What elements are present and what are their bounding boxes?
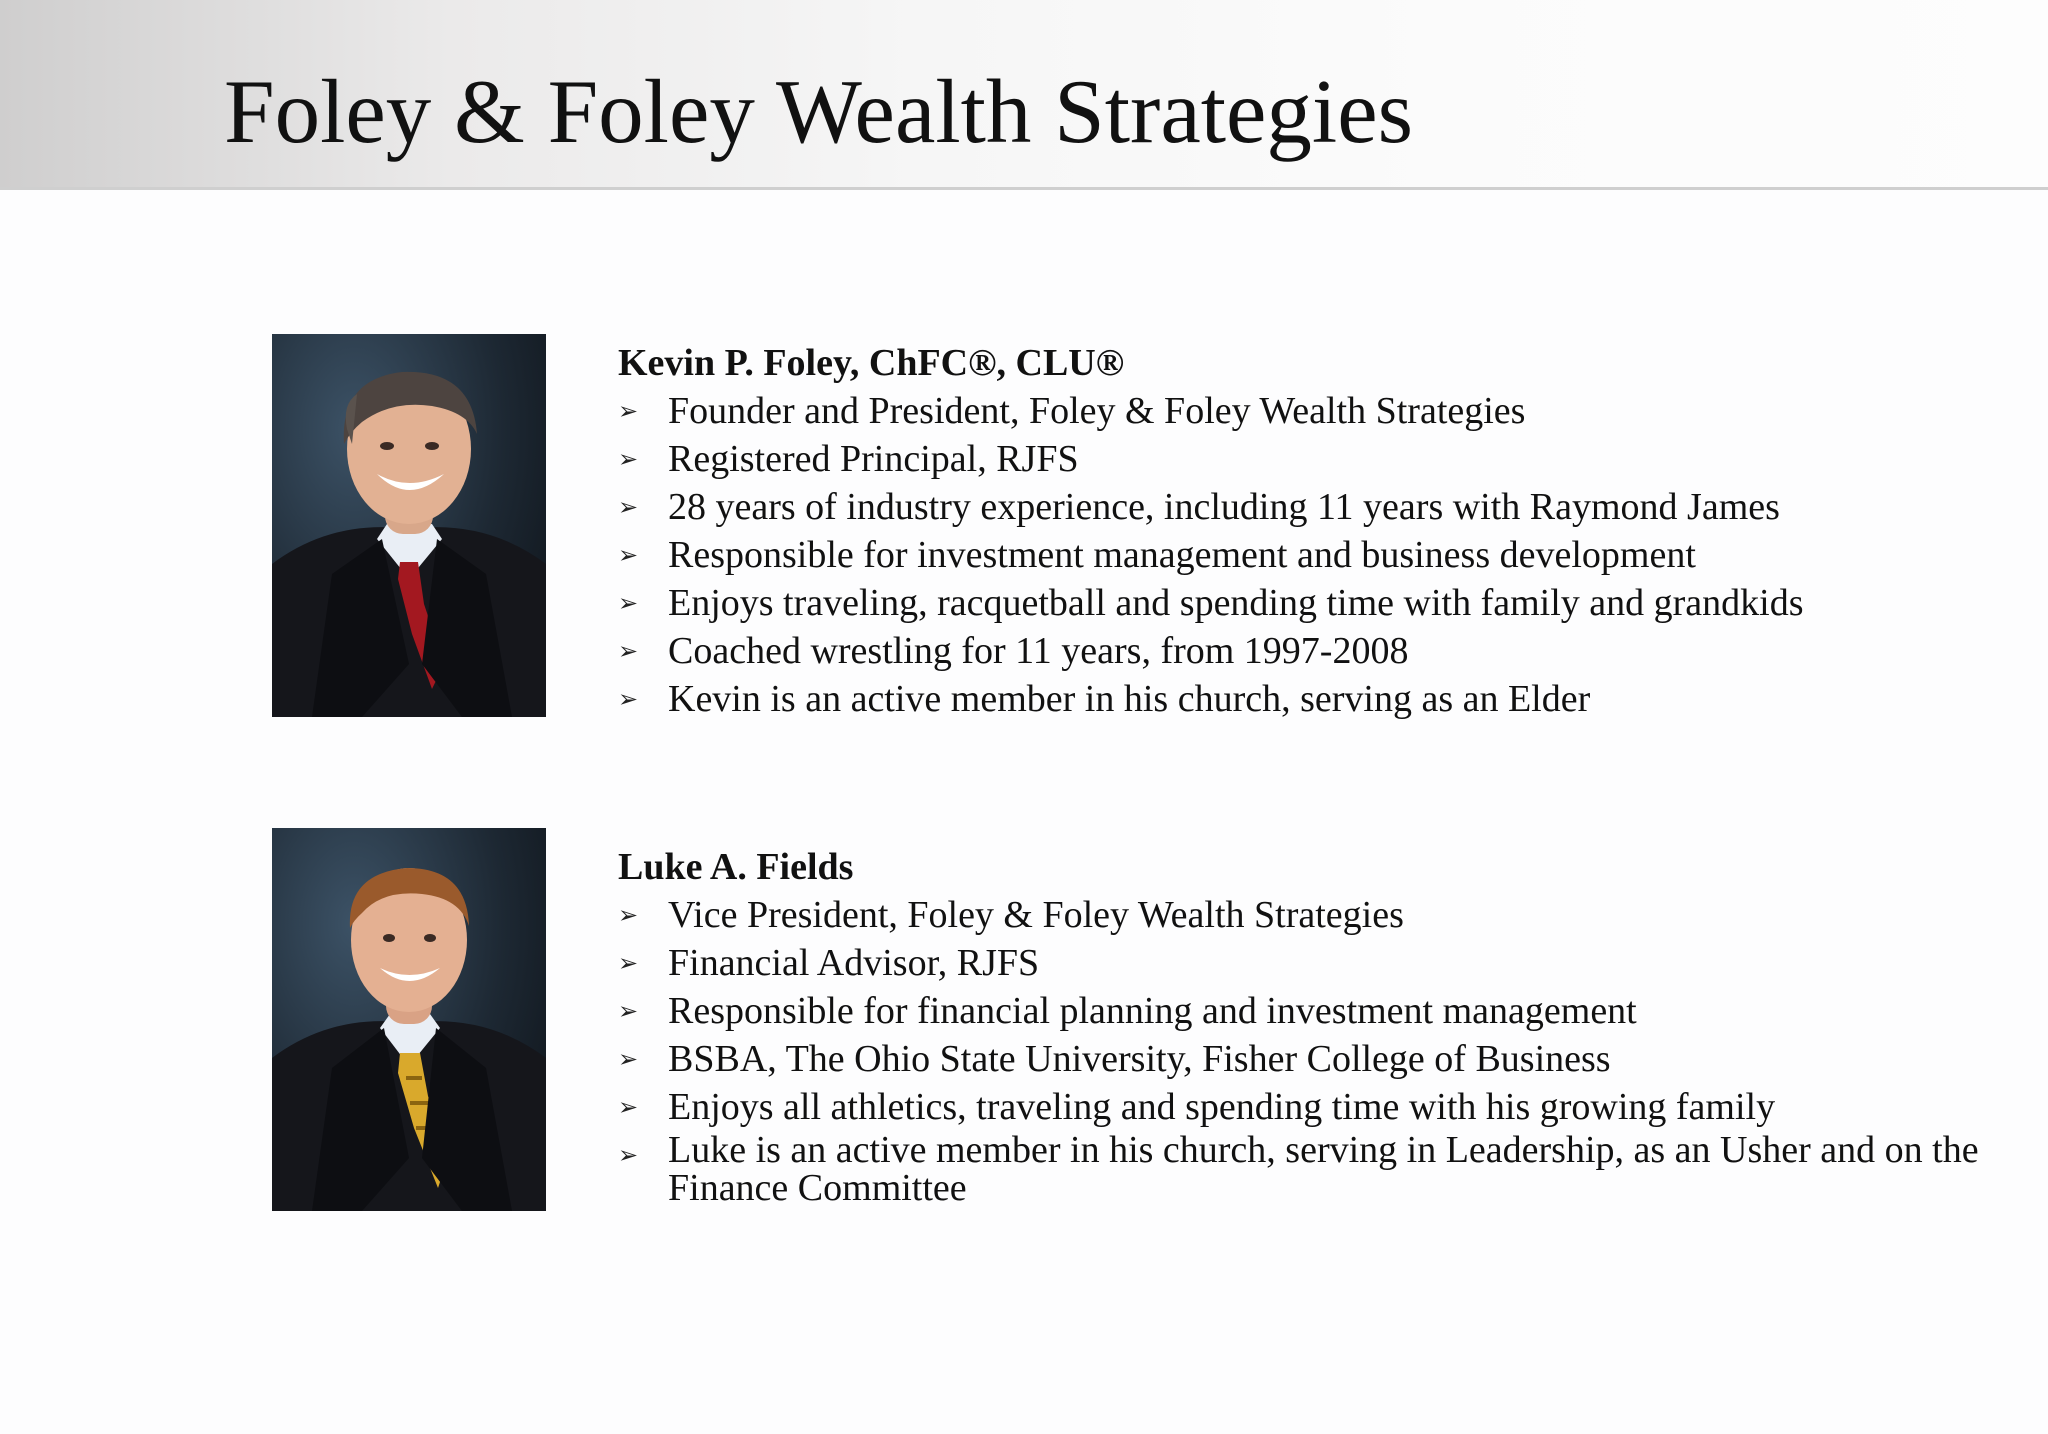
profile-luke bbox=[618, 843, 1998, 1207]
profile-kevin bbox=[618, 339, 1998, 723]
arrowhead-bullet-icon: ➢ bbox=[618, 901, 639, 929]
arrowhead-bullet-icon: ➢ bbox=[618, 541, 639, 569]
list-item: ➢ 28 years of industry experience, including 11 years with Raymond James bbox=[618, 483, 1998, 531]
arrowhead-bullet-icon: ➢ bbox=[618, 949, 639, 977]
arrowhead-bullet-icon: ➢ bbox=[618, 445, 639, 473]
list-item: ➢ Coached wrestling for 11 years, from 1997-2008 bbox=[618, 627, 1998, 675]
profile-bullet-list bbox=[618, 891, 1998, 1207]
portrait-luke-photo bbox=[272, 828, 546, 1211]
arrowhead-bullet-icon: ➢ bbox=[618, 589, 639, 617]
arrowhead-bullet-icon: ➢ bbox=[618, 1141, 639, 1169]
profile-name: Luke A. Fields bbox=[618, 846, 854, 888]
list-item: ➢ Enjoys all athletics, traveling and spending time with his growing family bbox=[618, 1083, 1998, 1131]
arrowhead-bullet-icon: ➢ bbox=[618, 637, 639, 665]
list-item: ➢ Responsible for financial planning and investment management bbox=[618, 987, 1998, 1035]
arrowhead-bullet-icon: ➢ bbox=[618, 1093, 639, 1121]
title-bar bbox=[0, 0, 2048, 190]
arrowhead-bullet-icon: ➢ bbox=[618, 997, 639, 1025]
arrowhead-bullet-icon: ➢ bbox=[618, 397, 639, 425]
list-item: ➢ Enjoys traveling, racquetball and spending time with family and grandkids bbox=[618, 579, 1998, 627]
page-title: Foley & Foley Wealth Strategies bbox=[224, 61, 1413, 162]
arrowhead-bullet-icon: ➢ bbox=[618, 493, 639, 521]
list-item: ➢ Registered Principal, RJFS bbox=[618, 435, 1998, 483]
arrowhead-bullet-icon: ➢ bbox=[618, 685, 639, 713]
portrait-kevin-photo bbox=[272, 334, 546, 717]
list-item: ➢ Responsible for investment management and business development bbox=[618, 531, 1998, 579]
list-item: ➢ BSBA, The Ohio State University, Fisher College of Business bbox=[618, 1035, 1998, 1083]
list-item: ➢ Kevin is an active member in his church, serving as an Elder bbox=[618, 675, 1998, 723]
list-item: ➢ Luke is an active member in his church, serving in Leadership, as an Usher and on the Finance Committee bbox=[618, 1129, 1979, 1209]
profile-bullet-list bbox=[618, 387, 1998, 723]
list-item: ➢ Vice President, Foley & Foley Wealth Strategies bbox=[618, 891, 1998, 939]
list-item: ➢ Founder and President, Foley & Foley Wealth Strategies bbox=[618, 387, 1998, 435]
arrowhead-bullet-icon: ➢ bbox=[618, 1045, 639, 1073]
list-item: ➢ Financial Advisor, RJFS bbox=[618, 939, 1998, 987]
profile-name: Kevin P. Foley, ChFC®, CLU® bbox=[618, 342, 1125, 384]
